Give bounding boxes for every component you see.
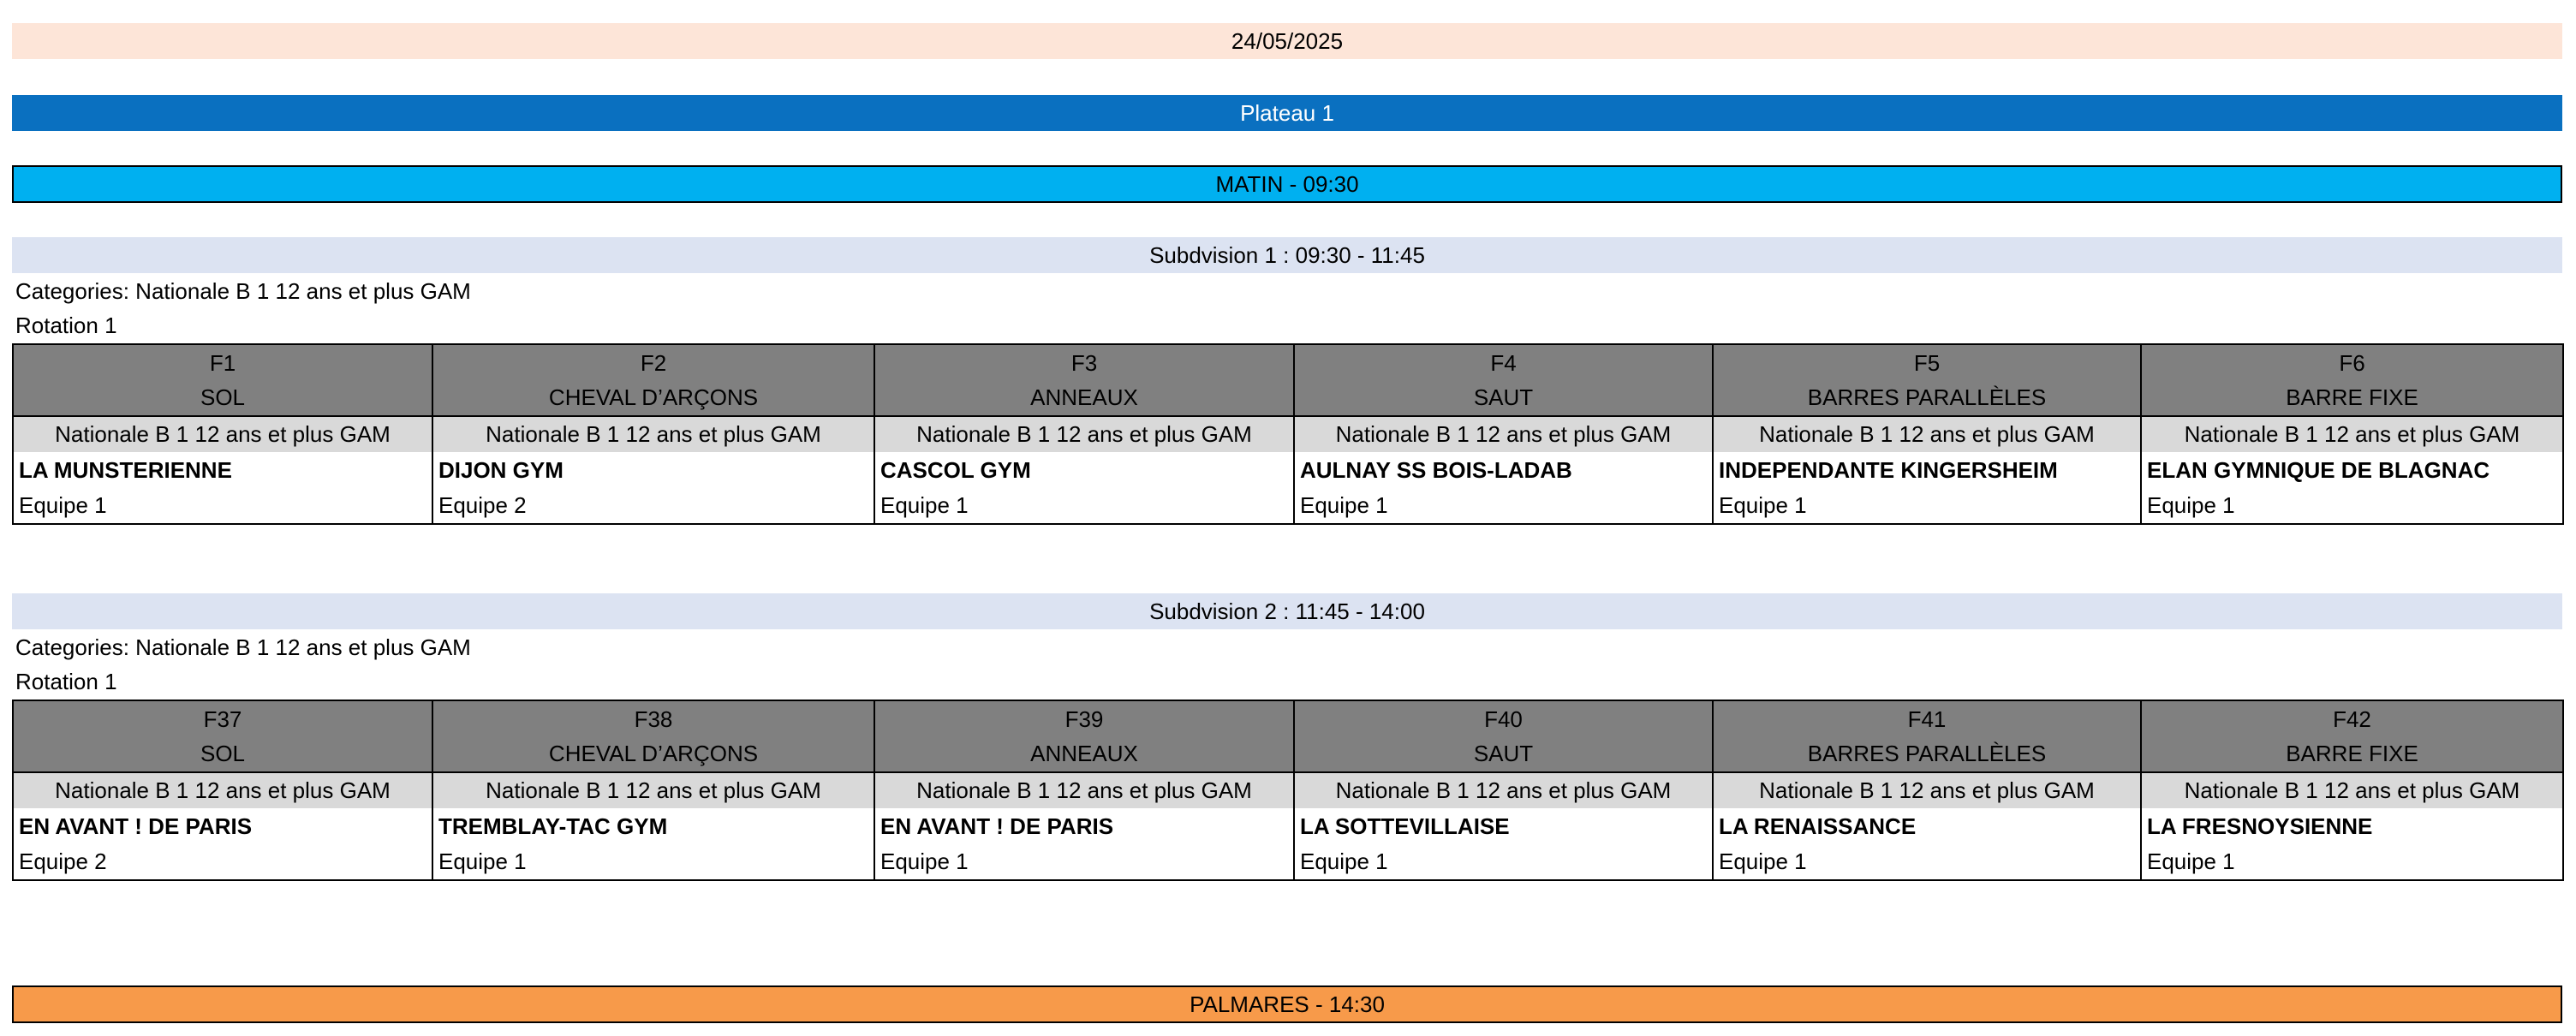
session-banner: MATIN - 09:30 [12,165,2562,203]
subdivision-2-categories: Categories: Nationale B 1 12 ans et plus GAM [15,634,471,660]
subdivision-1-title: Subdvision 1 : 09:30 - 11:45 [12,237,2562,273]
club-cell: CASCOL GYM [874,452,1294,488]
team-row [13,844,2563,880]
category-cell: Nationale B 1 12 ans et plus GAM [1294,416,1713,452]
apparatus-name: SAUT [1473,741,1534,766]
subdivision-2-rotation-table [12,700,2564,881]
apparatus-name: BARRES PARALLÈLES [1807,741,2047,766]
category-cell: Nationale B 1 12 ans et plus GAM [2141,416,2563,452]
team-cell: Equipe 1 [1713,844,2141,880]
team-cell: Equipe 1 [874,488,1294,524]
apparatus-header [432,344,874,416]
apparatus-name: SAUT [1473,384,1534,410]
apparatus-header [874,700,1294,772]
club-cell: LA SOTTEVILLAISE [1294,808,1713,844]
team-cell: Equipe 2 [13,844,432,880]
station-code: F42 [2333,706,2371,732]
category-cell: Nationale B 1 12 ans et plus GAM [1294,772,1713,808]
apparatus-name: SOL [200,384,246,410]
category-cell: Nationale B 1 12 ans et plus GAM [874,772,1294,808]
apparatus-header-row [13,700,2563,772]
club-row [13,808,2563,844]
team-row [13,488,2563,524]
station-code: F1 [209,350,236,376]
station-code: F37 [203,706,242,732]
club-cell: LA MUNSTERIENNE [13,452,432,488]
team-cell: Equipe 1 [13,488,432,524]
apparatus-header [1713,700,2141,772]
subdivision-2-title: Subdvision 2 : 11:45 - 14:00 [12,593,2562,629]
apparatus-header [2141,700,2563,772]
team-cell: Equipe 1 [1294,488,1713,524]
apparatus-name: CHEVAL D’ARÇONS [548,384,759,410]
club-cell: AULNAY SS BOIS-LADAB [1294,452,1713,488]
team-cell: Equipe 1 [1294,844,1713,880]
station-code: F40 [1484,706,1523,732]
apparatus-header [1713,344,2141,416]
station-code: F3 [1070,350,1098,376]
category-cell: Nationale B 1 12 ans et plus GAM [432,416,874,452]
station-code: F5 [1913,350,1941,376]
station-code: F4 [1490,350,1517,376]
category-cell: Nationale B 1 12 ans et plus GAM [1713,416,2141,452]
club-row [13,452,2563,488]
category-cell: Nationale B 1 12 ans et plus GAM [13,416,432,452]
apparatus-header [432,700,874,772]
club-cell: EN AVANT ! DE PARIS [13,808,432,844]
category-cell: Nationale B 1 12 ans et plus GAM [874,416,1294,452]
station-code: F6 [2339,350,2365,376]
apparatus-header [1294,700,1713,772]
subdivision-1-rotation: Rotation 1 [15,313,117,338]
apparatus-header [874,344,1294,416]
palmares-banner: PALMARES - 14:30 [12,985,2562,1023]
team-cell: Equipe 1 [432,844,874,880]
category-cell: Nationale B 1 12 ans et plus GAM [2141,772,2563,808]
apparatus-header-row [13,344,2563,416]
category-cell: Nationale B 1 12 ans et plus GAM [432,772,874,808]
station-code: F39 [1064,706,1104,732]
club-cell: LA RENAISSANCE [1713,808,2141,844]
team-cell: Equipe 1 [2141,844,2563,880]
station-code: F38 [634,706,673,732]
subdivision-1-categories: Categories: Nationale B 1 12 ans et plus GAM [15,278,471,304]
apparatus-name: BARRE FIXE [2286,384,2418,410]
apparatus-name: BARRES PARALLÈLES [1807,384,2047,410]
club-cell: EN AVANT ! DE PARIS [874,808,1294,844]
apparatus-header [2141,344,2563,416]
team-cell: Equipe 1 [2141,488,2563,524]
apparatus-name: ANNEAUX [1030,384,1138,410]
plateau-banner: Plateau 1 [12,95,2562,131]
category-row [13,772,2563,808]
station-code: F41 [1907,706,1947,732]
apparatus-header [13,700,432,772]
team-cell: Equipe 2 [432,488,874,524]
club-cell: LA FRESNOYSIENNE [2141,808,2563,844]
team-cell: Equipe 1 [874,844,1294,880]
category-cell: Nationale B 1 12 ans et plus GAM [1713,772,2141,808]
apparatus-name: BARRE FIXE [2286,741,2418,766]
apparatus-name: ANNEAUX [1030,741,1138,766]
category-row [13,416,2563,452]
apparatus-header [1294,344,1713,416]
club-cell: INDEPENDANTE KINGERSHEIM [1713,452,2141,488]
apparatus-name: CHEVAL D’ARÇONS [548,741,759,766]
date-banner: 24/05/2025 [12,23,2562,59]
club-cell: ELAN GYMNIQUE DE BLAGNAC [2141,452,2563,488]
subdivision-1-rotation-table [12,343,2564,525]
subdivision-2-rotation: Rotation 1 [15,669,117,694]
category-cell: Nationale B 1 12 ans et plus GAM [13,772,432,808]
apparatus-name: SOL [200,741,246,766]
apparatus-header [13,344,432,416]
team-cell: Equipe 1 [1713,488,2141,524]
station-code: F2 [640,350,667,376]
club-cell: DIJON GYM [432,452,874,488]
club-cell: TREMBLAY-TAC GYM [432,808,874,844]
